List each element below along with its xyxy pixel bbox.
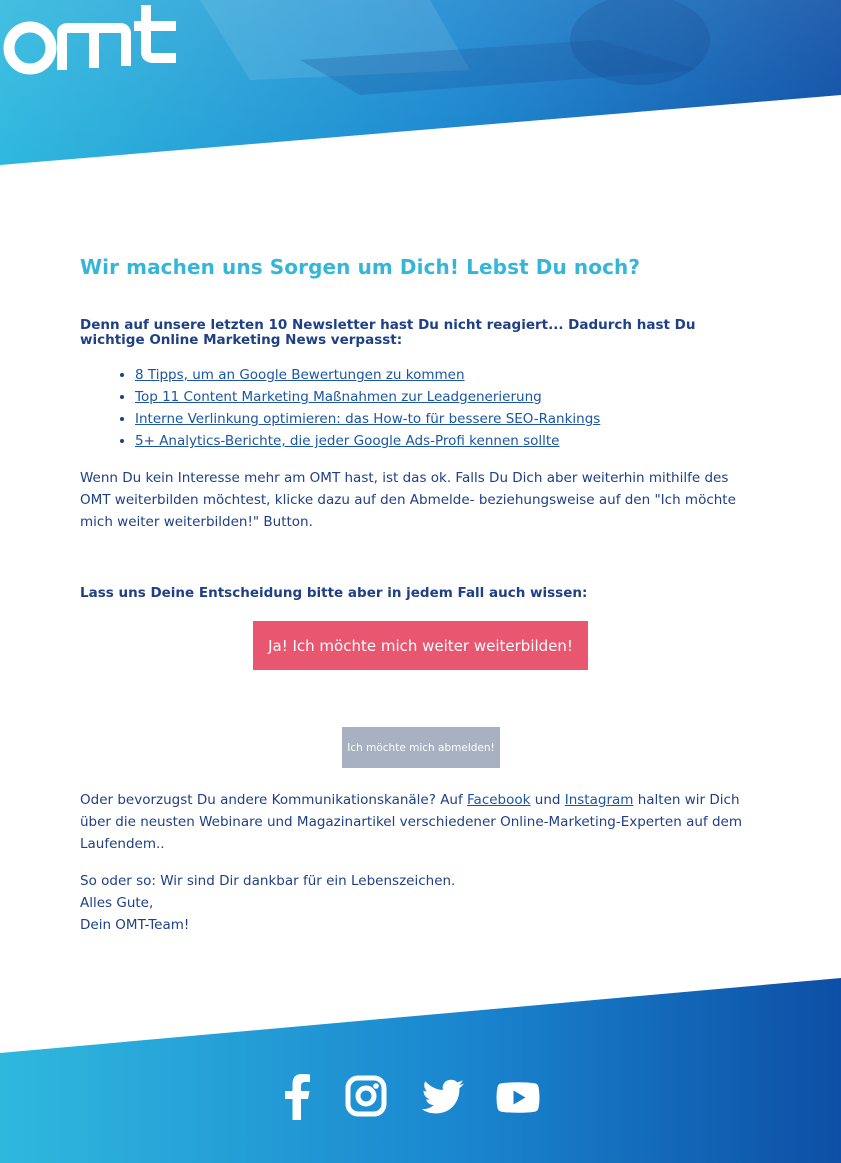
facebook-icon[interactable] — [283, 1072, 311, 1120]
list-item — [135, 386, 818, 408]
headline: Wir machen uns Sorgen um Dich! Lebst Du noch? — [80, 255, 641, 279]
closing-text — [80, 870, 763, 936]
footer-background — [0, 975, 841, 1163]
list-item — [135, 364, 818, 386]
article-link-2[interactable]: Top 11 Content Marketing Maßnahmen zur Leadgenerierung — [135, 389, 542, 405]
closing-line-1: So oder so: Wir sind Dir dankbar für ein Lebenszeichen. — [80, 873, 456, 889]
youtube-icon[interactable] — [496, 1082, 540, 1113]
article-list — [80, 364, 818, 452]
facebook-link[interactable]: Facebook — [467, 792, 531, 808]
article-link-1[interactable]: 8 Tipps, um an Google Bewertungen zu kommen — [135, 367, 465, 383]
channels-text-before: Oder bevorzugst Du andere Kommunikationskanäle? Auf — [80, 792, 468, 808]
article-link-3[interactable]: Interne Verlinkung optimieren: das How-to für bessere SEO-Rankings — [135, 411, 601, 427]
channels-text-after: halten wir Dich über die neusten Webinare und Magazinartikel verschiedener Online-Marketing-Experten auf dem Laufendem.. — [80, 792, 742, 852]
article-link-4[interactable]: 5+ Analytics-Berichte, die jeder Google Ads-Profi kennen sollte — [135, 433, 560, 449]
instagram-icon[interactable] — [345, 1075, 387, 1117]
intro-text: Denn auf unsere letzten 10 Newsletter hast Du nicht reagiert... Dadurch hast Du wichtige Online Marketing News verpasst: — [80, 317, 696, 348]
instagram-link[interactable]: Instagram — [564, 792, 634, 808]
list-item — [135, 430, 818, 452]
footer-banner — [0, 975, 841, 1163]
omt-logo — [0, 0, 180, 80]
twitter-icon[interactable] — [421, 1079, 465, 1115]
decision-prompt: Lass uns Deine Entscheidung bitte aber in jedem Fall auch wissen: — [80, 585, 588, 601]
list-item — [135, 408, 818, 430]
channels-text-and: und — [530, 792, 565, 808]
interest-paragraph: Wenn Du kein Interesse mehr am OMT hast, ist das ok. Falls Du Dich aber weiterhin mithilfe des OMT weiterbilden möchtest, klicke dazu auf den Abmelde- beziehungsweise auf den "Ich möchte mich weiter weiterbilden!" Button. — [80, 470, 736, 530]
header-banner — [0, 0, 841, 170]
channels-paragraph — [80, 789, 763, 855]
continue-learning-button[interactable]: Ja! Ich möchte mich weiter weiterbilden! — [253, 621, 588, 670]
closing-line-3: Dein OMT-Team! — [80, 917, 190, 933]
closing-line-2: Alles Gute, — [80, 895, 154, 911]
unsubscribe-button[interactable]: Ich möchte mich abmelden! — [342, 727, 500, 768]
